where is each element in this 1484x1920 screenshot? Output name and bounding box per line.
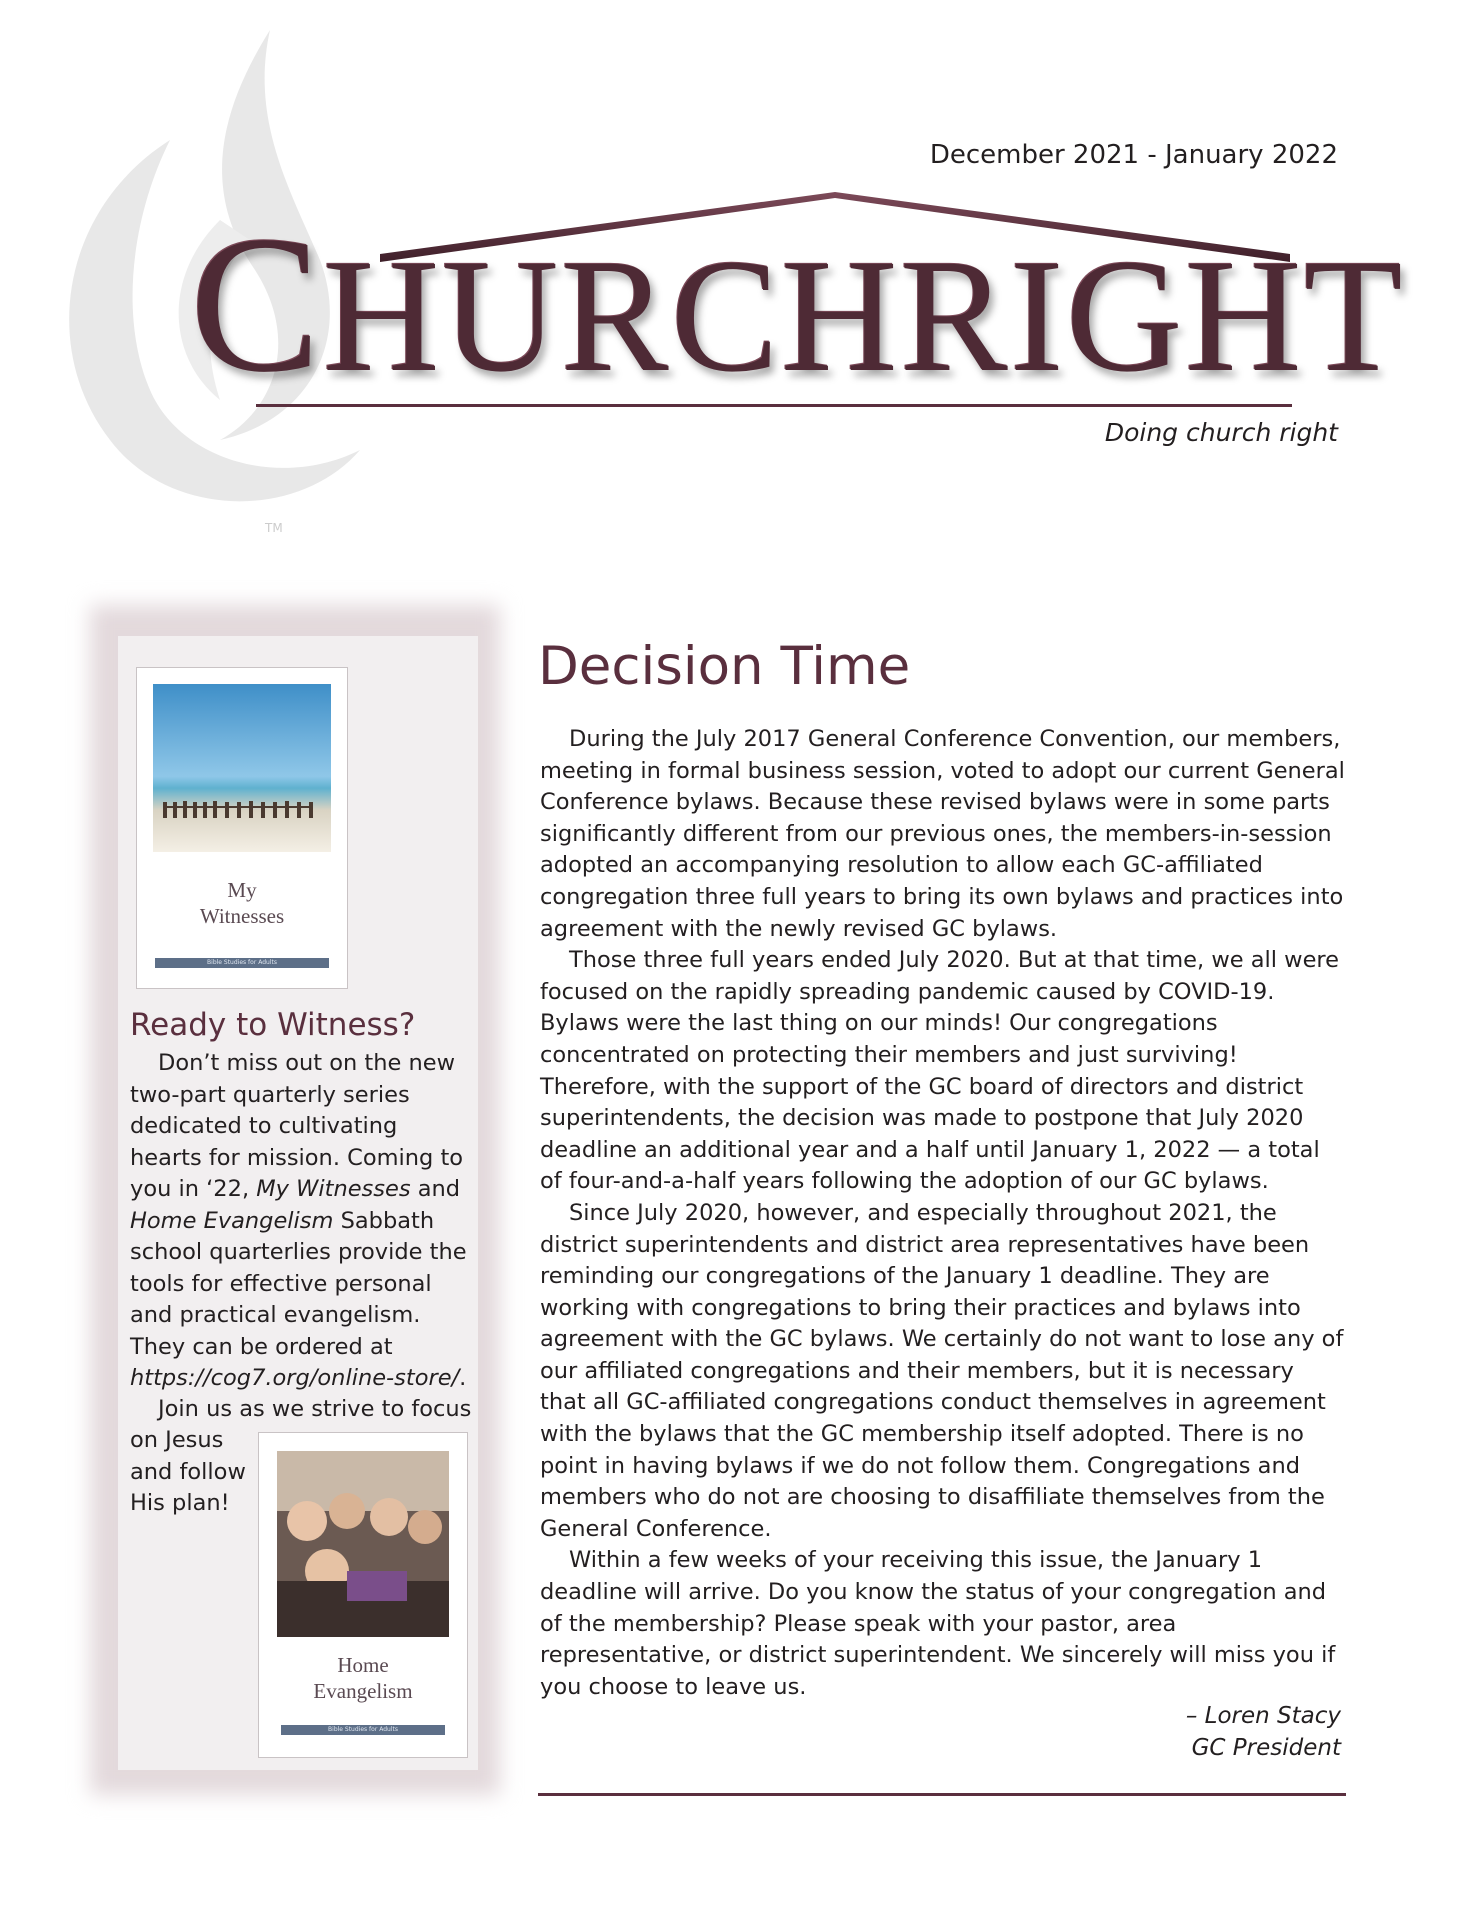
sidebar-em-home-evangelism: Home Evangelism: [130, 1207, 334, 1234]
signature: [1186, 1701, 1341, 1764]
article-paragraph: During the July 2017 General Conference Convention, our members, meeting in formal business session, voted to adopt our current General Conference bylaws. Because these revised bylaws were in some parts significantly different from our previous ones, the members-in-session adopted an accompanying resolution to allow each GC-affiliated congregation three full years to bring its own bylaws and practices into agreement with the newly revised GC bylaws.: [540, 726, 1345, 942]
sidebar-text-1: Don’t miss out on the new two-part quarterly series dedicated to cultivating hearts for mission. Coming to you in ‘22,: [130, 1050, 464, 1202]
signature-name: – Loren Stacy: [1185, 1703, 1341, 1729]
sidebar-join-tail: on Jesus and follow His plan!: [130, 1427, 246, 1516]
article-body: [540, 724, 1345, 1703]
article-paragraph: Within a few weeks of your receiving this issue, the January 1 deadline will arrive. Do you know the status of your congregation and of the membership? Please speak with your pastor, area representative, or district superintendent. We sincerely will miss you if you choose to leave us.: [540, 1547, 1336, 1700]
bottom-rule: [538, 1793, 1346, 1796]
sidebar-body: [130, 1048, 475, 1395]
book1-strip: Bible Studies for Adults: [155, 958, 329, 968]
article-title: Decision Time: [538, 636, 911, 697]
tagline: Doing church right: [1104, 418, 1338, 447]
sidebar-join-line: [130, 1394, 475, 1426]
issue-date: December 2021 - January 2022: [929, 140, 1338, 170]
sidebar-text-4: .: [459, 1365, 467, 1391]
join-line-text: Join us as we strive to focus: [158, 1396, 472, 1422]
article-paragraph: Since July 2020, however, and especially throughout 2021, the district superintendents and district area representatives have been reminding our congregations of the January 1 deadline. They are working with congregations to bring their practices and bylaws into agreement with the GC bylaws. We certainly do not want to lose any of our affiliated congregations and their members, but it is necessary that all GC-affiliated congregations conduct themselves in agreement with the bylaws that the GC membership itself adopted. There is no point in having bylaws if we do not follow them. Congregations and members who do not are choosing to disaffiliate themselves from the General Conference.: [540, 1199, 1344, 1542]
online-store-link[interactable]: https://cog7.org/online-store/: [130, 1365, 460, 1391]
book2-title-line1: Home: [337, 1653, 389, 1677]
sidebar-text-3: Sabbath school quarterlies provide the tools for effective personal and practical evangelism. They can be ordered at: [130, 1207, 467, 1360]
beach-photo-image: [153, 684, 331, 852]
article-paragraph: Those three full years ended July 2020. But at that time, we all were focused on the rapidly spreading pandemic caused by COVID-19. Bylaws were the last thing on our minds! Our congregations concentrated on protecting their members and just surviving! Therefore, with the support of the GC board of directors and district superintendents, the decision was made to postpone that July 2020 deadline an additional year and a half until January 1, 2022 — a total of four-and-a-half years following the adoption of our GC bylaws.: [540, 947, 1340, 1195]
book1-title-line2: Witnesses: [199, 904, 285, 928]
signature-title: GC President: [1191, 1734, 1341, 1761]
masthead-title: [190, 196, 1405, 413]
book2-strip: Bible Studies for Adults: [281, 1725, 445, 1735]
group-photo-image: [277, 1451, 449, 1637]
sidebar-heading: Ready to Witness?: [130, 1007, 416, 1043]
home-evangelism-book-cover: [258, 1432, 468, 1758]
sidebar-text-2: and: [410, 1176, 461, 1202]
book2-title-line2: Evangelism: [313, 1679, 413, 1703]
book1-title-line1: My: [227, 878, 257, 902]
sidebar-em-my-witnesses: My Witnesses: [256, 1176, 411, 1202]
masthead-rest: HURCHRIGHT: [322, 227, 1405, 406]
trademark-mark: TM: [265, 521, 283, 535]
my-witnesses-book-cover: [136, 667, 348, 989]
masthead-first-letter: C: [190, 196, 323, 413]
